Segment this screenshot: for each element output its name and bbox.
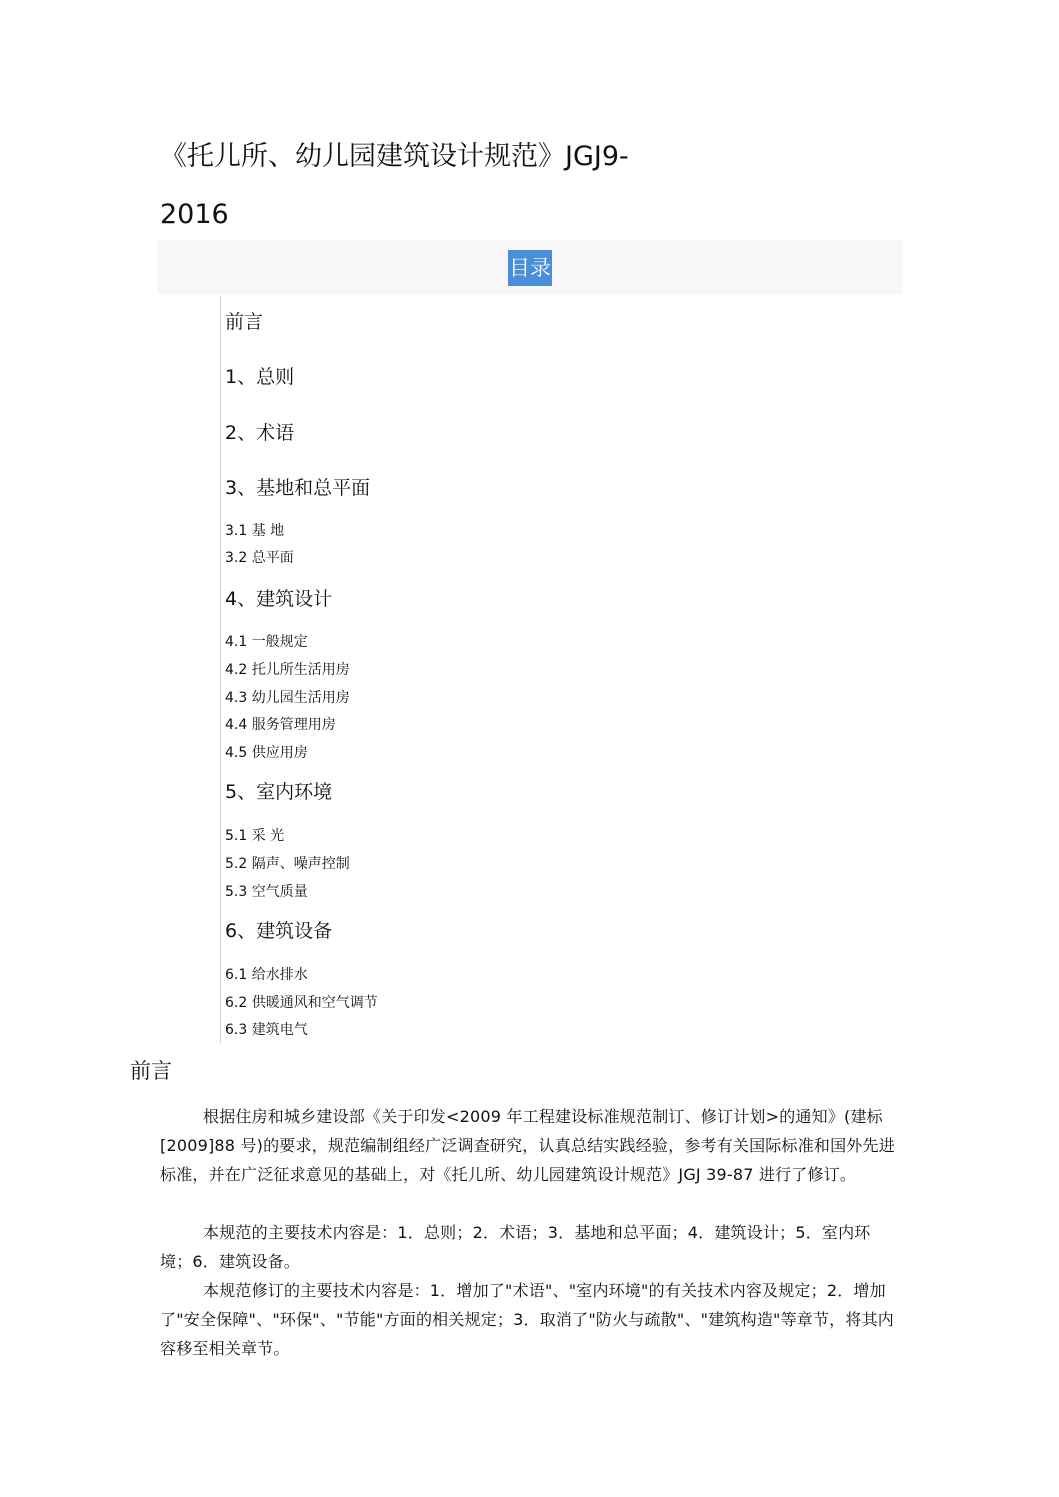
preface-paragraph-2: 本规范的主要技术内容是：1．总则；2．术语；3．基地和总平面；4．建筑设计；5．室内环境；6．建筑设备。: [160, 1223, 871, 1271]
toc-item-section-6-1[interactable]: 6.1 给水排水: [225, 967, 308, 983]
toc-item-section-5-2[interactable]: 5.2 隔声、噪声控制: [225, 856, 350, 872]
toc-item-section-3-2[interactable]: 3.2 总平面: [225, 550, 294, 566]
toc-item-section-4-4[interactable]: 4.4 服务管理用房: [225, 717, 336, 733]
preface-paragraph-3: 本规范修订的主要技术内容是：1．增加了"术语"、"室内环境"的有关技术内容及规定；2．增加了"安全保障"、"环保"、"节能"方面的相关规定；3．取消了"防火与疏散"、"建筑构造"等章节，将其内容移至相关章节。: [160, 1281, 894, 1358]
toc-item-section-6-2[interactable]: 6.2 供暖通风和空气调节: [225, 995, 378, 1011]
toc-item-section-4-1[interactable]: 4.1 一般规定: [225, 634, 308, 650]
toc-item-chapter-5[interactable]: 5、室内环境: [225, 781, 333, 803]
preface-heading: 前言: [130, 1059, 172, 1083]
toc-header-label[interactable]: 目录: [508, 250, 552, 286]
toc-item-chapter-1[interactable]: 1、总则: [225, 366, 295, 388]
toc-item-section-4-3[interactable]: 4.3 幼儿园生活用房: [225, 690, 350, 706]
toc-item-section-6-3[interactable]: 6.3 建筑电气: [225, 1022, 308, 1038]
document-title: 《托儿所、幼儿园建筑设计规范》JGJ9-2016: [160, 141, 629, 230]
toc-item-section-5-1[interactable]: 5.1 采 光: [225, 828, 285, 844]
toc-item-section-3-1[interactable]: 3.1 基 地: [225, 523, 285, 539]
toc-item-chapter-3[interactable]: 3、基地和总平面: [225, 477, 371, 499]
toc-item-section-5-3[interactable]: 5.3 空气质量: [225, 884, 308, 900]
toc-item-chapter-2[interactable]: 2、术语: [225, 422, 295, 444]
toc-item-preface[interactable]: 前言: [225, 311, 264, 333]
toc-item-section-4-2[interactable]: 4.2 托儿所生活用房: [225, 662, 350, 678]
toc-item-chapter-4[interactable]: 4、建筑设计: [225, 588, 333, 610]
toc-item-section-4-5[interactable]: 4.5 供应用房: [225, 745, 308, 761]
toc-item-chapter-6[interactable]: 6、建筑设备: [225, 920, 333, 942]
preface-paragraph-1: 根据住房和城乡建设部《关于印发<2009 年工程建设标准规范制订、修订计划>的通知》(建标[2009]88 号)的要求，规范编制组经广泛调查研究，认真总结实践经验，参考有关国际标准和国外先进标准，并在广泛征求意见的基础上，对《托儿所、幼儿园建筑设计规范》JGJ 39-87 进行了修订。: [160, 1107, 895, 1184]
toc-list: [220, 296, 721, 1044]
